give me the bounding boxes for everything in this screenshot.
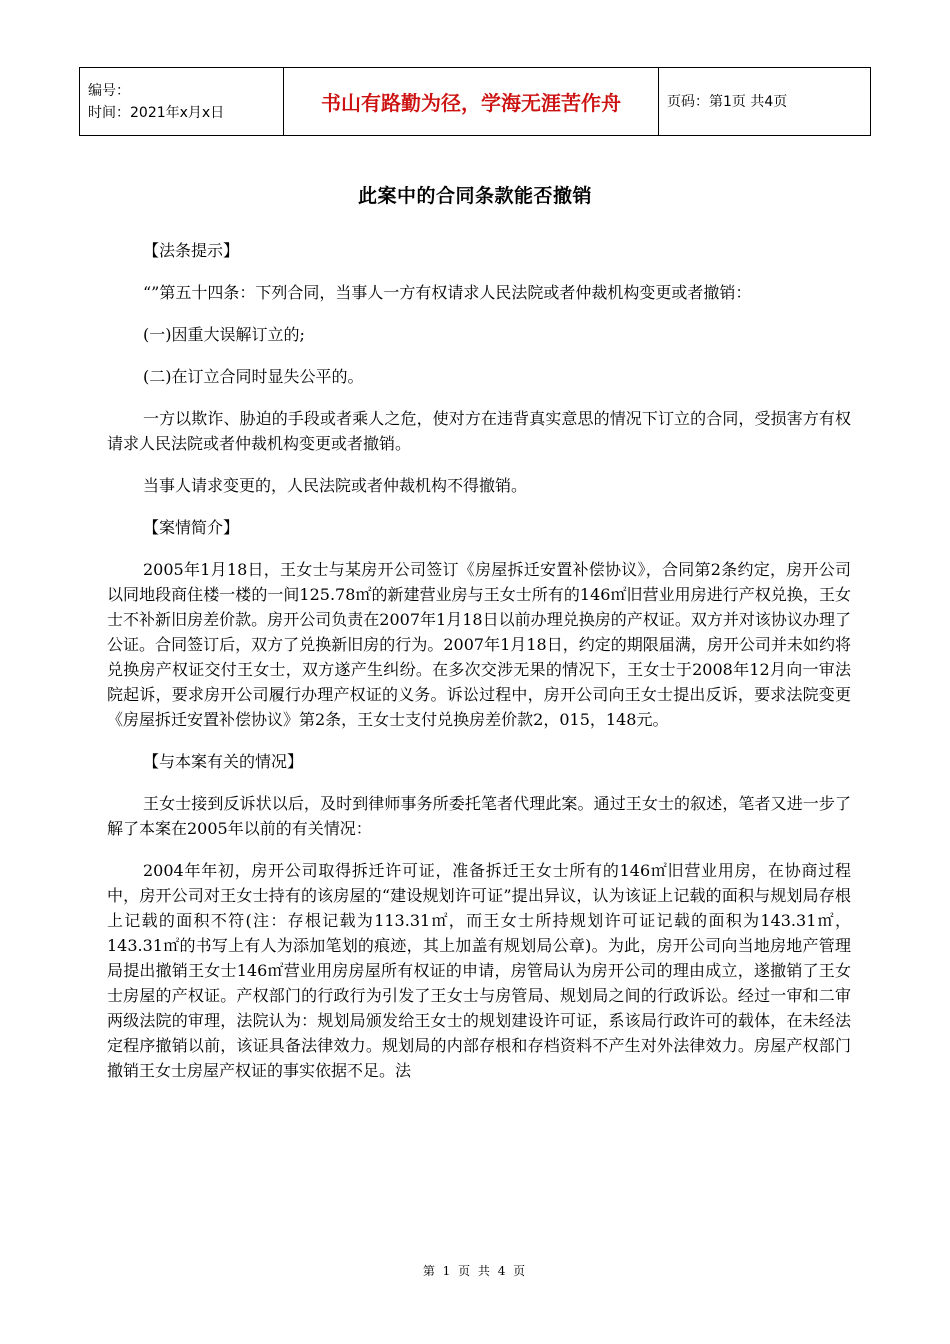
time-label: 时间：2021年x月x日 [88, 104, 225, 121]
section-heading-legal-tips: 【法条提示】 [143, 241, 240, 260]
header-left-cell [80, 68, 284, 136]
header-page-info: 页码：第1页 共4页 [659, 68, 871, 136]
header-motto: 书山有路勤为径，学海无涯苦作舟 [284, 68, 659, 136]
paragraph: 王女士接到反诉状以后，及时到律师事务所委托笔者代理此案。通过王女士的叙述，笔者又进一步了解了本案在2005年以前的有关情况： [107, 794, 851, 838]
document-title: 此案中的合同条款能否撤销 [357, 185, 592, 207]
section-heading-related-info: 【与本案有关的情况】 [143, 752, 304, 771]
section-heading-case-summary: 【案情简介】 [143, 518, 240, 537]
page-footer: 第 1 页 共 4 页 [422, 1264, 528, 1278]
paragraph: 一方以欺诈、胁迫的手段或者乘人之危，使对方在违背真实意思的情况下订立的合同，受损害方有权请求人民法院或者仲裁机构变更或者撤销。 [107, 409, 851, 453]
paragraph: (一)因重大误解订立的; [143, 325, 305, 344]
paragraph: 2004年年初，房开公司取得拆迁许可证，准备拆迁王女士所有的146㎡旧营业用房，在协商过程中，房开公司对王女士持有的该房屋的“建设规划许可证”提出异议，认为该证上记载的面积与规划局存根上记载的面积不符(注：存根记载为113.31㎡，而王女士所持规划许可证记载的面积为143.31㎡，143.31㎡的书写上有人为添加笔划的痕迹，其上加盖有规划局公章)。为此，房开公司向当地房地产管理局提出撤销王女士146㎡营业用房房屋所有权证的申请，房管局认为房开公司的理由成立，遂撤销了王女士房屋的产权证。产权部门的行政行为引发了王女士与房管局、规划局之间的行政诉讼。经过一审和二审两级法院的审理，法院认为：规划局颁发给王女士的规划建设许可证，系该局行政许可的载体，在未经法定程序撤销以前，该证具备法律效力。规划局的内部存根和存档资料不产生对外法律效力。房屋产权部门撤销王女士房屋产权证的事实依据不足。法 [107, 861, 851, 1080]
paragraph: (二)在订立合同时显失公平的。 [143, 367, 364, 386]
number-label: 编号： [88, 82, 130, 99]
paragraph: 当事人请求变更的，人民法院或者仲裁机构不得撤销。 [143, 476, 528, 495]
document-body [107, 238, 851, 1100]
paragraph: “”第五十四条：下列合同，当事人一方有权请求人民法院或者仲裁机构变更或者撤销： [143, 283, 752, 302]
header-table [79, 67, 871, 136]
paragraph: 2005年1月18日，王女士与某房开公司签订《房屋拆迁安置补偿协议》，合同第2条约定，房开公司以同地段商住楼一楼的一间125.78㎡的新建营业房与王女士所有的146㎡旧营业用房进行产权兑换，王女士不补新旧房差价款。房开公司负责在2007年1月18日以前办理兑换房的产权证。双方并对该协议办理了公证。合同签订后，双方了兑换新旧房的行为。2007年1月18日，约定的期限届满，房开公司并未如约将兑换房产权证交付王女士，双方遂产生纠纷。在多次交涉无果的情况下，王女士于2008年12月向一审法院起诉，要求房开公司履行办理产权证的义务。诉讼过程中，房开公司向王女士提出反诉，要求法院变更《房屋拆迁安置补偿协议》第2条，王女士支付兑换房差价款2，015，148元。 [107, 560, 851, 729]
